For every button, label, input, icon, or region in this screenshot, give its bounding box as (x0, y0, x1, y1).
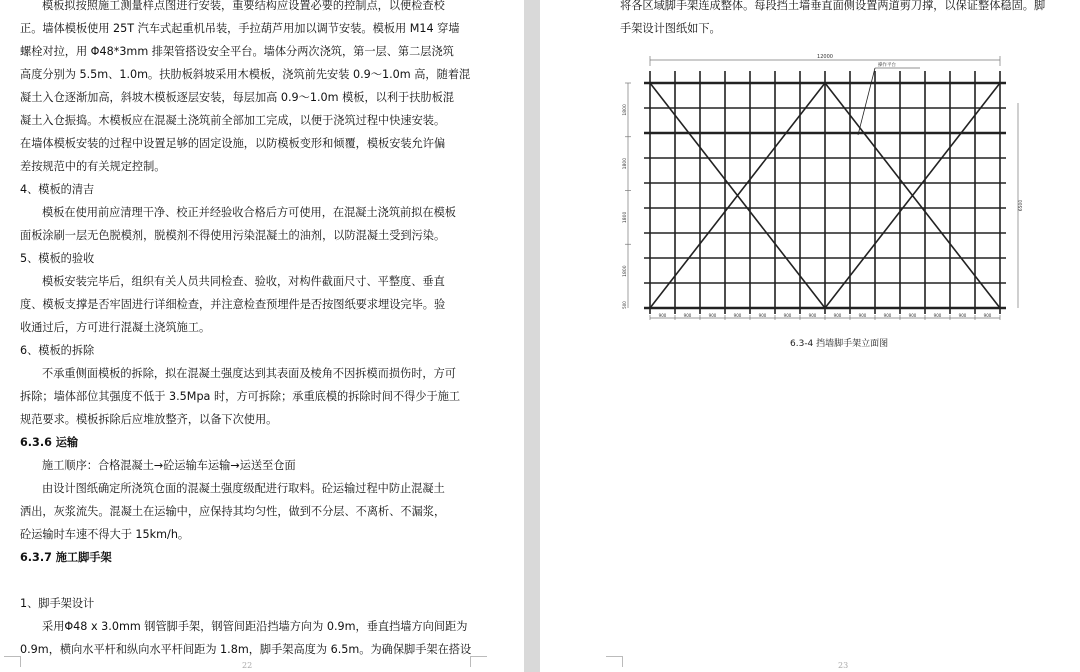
text-line: 在墙体模板安装的过程中设置足够的固定设施，以防模板变形和倾覆，模板安装允许偏 (20, 137, 446, 150)
bottom-dimension-label: 900 (983, 313, 992, 318)
right-page (540, 0, 1080, 672)
bottom-dimension-label: 900 (833, 313, 842, 318)
bottom-dimension-label: 900 (883, 313, 892, 318)
bottom-dimension-label: 900 (683, 313, 692, 318)
right-page-body (620, 0, 1080, 40)
bottom-dimension-label: 900 (733, 313, 742, 318)
text-line: 4、模板的清吉 (20, 183, 95, 196)
text-line: 正。墙体模板使用 25T 汽车式起重机吊装，手拉葫芦用加以调节安装。模板用 M14 穿墙 (20, 22, 460, 35)
text-line: 5、模板的验收 (20, 252, 95, 265)
crop-mark-bottom-left (4, 656, 21, 667)
text-line: 螺栓对拉，用 Φ48*3mm 排架管搭设安全平台。墙体分两次浇筑，第一层、第二层浇筑 (20, 45, 454, 58)
left-dimension-label: 1800 (623, 157, 628, 170)
top-dimension-label: 12000 (817, 54, 833, 60)
page-number: 22 (242, 661, 253, 670)
text-line: 规范要求。模板拆除后应堆放整齐，以备下次使用。 (20, 413, 278, 426)
text-line: 0.9m，横向水平杆和纵向水平杆间距为 1.8m，脚手架高度为 6.5m。为确保脚手架在搭设 (20, 643, 472, 656)
text-line: 不承重侧面模板的拆除，拟在混凝土强度达到其表面及棱角不因拆模而损伤时，方可 (42, 367, 456, 380)
left-page-body (20, 0, 472, 661)
text-line: 收通过后，方可进行混凝土浇筑施工。 (20, 321, 211, 334)
text-line (20, 569, 472, 592)
text-line: 凝土入仓逐渐加高，斜坡木模板逐层安装，每层加高 0.9～1.0m 模板，以利于扶肋板混 (20, 91, 454, 104)
left-page (0, 0, 524, 672)
bottom-dimension-label: 900 (783, 313, 792, 318)
page-gutter (524, 0, 540, 672)
text-line: 模板安装完毕后，组织有关人员共同检查、验收，对构件截面尺寸、平整度、垂直 (42, 275, 445, 288)
bottom-dimension-label: 900 (658, 313, 667, 318)
scaffold-elevation-drawing (620, 50, 1080, 320)
text-line: 1、脚手架设计 (20, 597, 95, 610)
text-line: 手架设计图纸如下。 (620, 22, 721, 35)
crop-mark-bottom-right (470, 656, 487, 667)
text-line: 面板涂刷一层无色脱模剂，脱模剂不得使用污染混凝土的油剂，以防混凝土受到污染。 (20, 229, 446, 242)
text-line: 高度分别为 5.5m、1.0m。扶肋板斜坡采用木模板，浇筑前先安装 0.9～1.0m 高，随着混 (20, 68, 471, 81)
text-line: 拆除；墙体部位其强度不低于 3.5Mpa 时，方可拆除；承重底模的拆除时间不得少于施工 (20, 390, 461, 403)
text-line: 6、模板的拆除 (20, 344, 95, 357)
section-heading: 6.3.6 运输 (20, 436, 79, 449)
text-line: 洒出，灰浆流失。混凝土在运输中，应保持其均匀性，做到不分层、不离析、不漏浆， (20, 505, 446, 518)
figure-caption: 6.3-4 挡墙脚手架立面图 (790, 339, 889, 349)
section-heading: 6.3.7 施工脚手架 (20, 551, 112, 564)
crop-mark-bottom-left (606, 656, 623, 667)
text-line: 模板拟按照施工测量样点图进行安装，重要结构应设置必要的控制点，以便检查校 (42, 0, 445, 12)
bottom-dimension-label: 900 (958, 313, 967, 318)
left-bottom-dimension-label: 500 (622, 301, 627, 309)
bottom-dimension-label: 900 (808, 313, 817, 318)
text-line: 差按规范中的有关规定控制。 (20, 160, 166, 173)
bottom-dimension-label: 900 (908, 313, 917, 318)
platform-label: 操作平台 (878, 63, 896, 68)
left-dimension-label: 1800 (623, 265, 628, 277)
page-number: 23 (838, 661, 849, 670)
text-line: 由设计图纸确定所浇筑仓面的混凝土强度级配进行取料。砼运输过程中防止混凝土 (42, 482, 445, 495)
text-line: 砼运输时车速不得大于 15km/h。 (20, 528, 190, 541)
bottom-dimension-label: 900 (758, 313, 767, 318)
platform-leader (858, 68, 875, 135)
text-line: 将各区域脚手架连成整体。每段挡土墙垂直面侧设置两道剪刀撑，以保证整体稳固。脚 (620, 0, 1046, 12)
text-line: 模板在使用前应清理干净、校正并经验收合格后方可使用，在混凝土浇筑前拟在模板 (42, 206, 456, 219)
text-line: 施工顺序：合格混凝土→砼运输车运输→运送至仓面 (42, 459, 296, 472)
bottom-dimension-label: 900 (708, 313, 717, 318)
bottom-dimension-label: 900 (858, 313, 867, 318)
bottom-dimension-label: 900 (933, 313, 942, 318)
text-line: 凝土入仓振捣。木模板应在混凝土浇筑前全部加工完成，以便于浇筑过程中快速安装。 (20, 114, 446, 127)
text-line: 度、模板支撑是否牢固进行详细检查，并注意检查预埋件是否按图纸要求埋设完毕。验 (20, 298, 446, 311)
right-dimension-label: 6500 (1019, 199, 1024, 212)
left-dimension-label: 1800 (623, 104, 628, 116)
text-line: 采用Φ48 x 3.0mm 钢管脚手架，钢管间距沿挡墙方向为 0.9m，垂直挡墙方向间距为 (42, 620, 468, 633)
left-dimension-label: 1800 (623, 211, 628, 224)
